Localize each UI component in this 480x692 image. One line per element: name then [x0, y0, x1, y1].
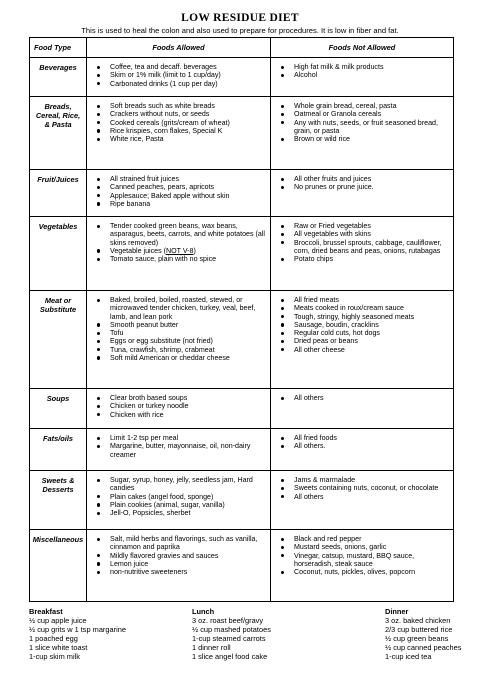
list-item: All fried foods	[280, 434, 450, 442]
list-item: Regular cold cuts, hot dogs	[280, 329, 450, 337]
food-type-cell	[30, 97, 87, 170]
list-item: Broccoli, brussel sprouts, cabbage, cauliflower, corn, dried beans and peas, onions, rutabagas	[280, 239, 450, 256]
meal-item: 1 dinner roll	[192, 643, 231, 652]
list-item: All other cheese	[280, 346, 450, 354]
list-item: All other fruits and juices	[280, 175, 450, 183]
food-type-cell	[30, 291, 87, 389]
table-row-soups	[30, 389, 454, 429]
list-item: Ripe banana	[96, 200, 267, 208]
not-allowed-cell	[271, 389, 454, 429]
table-row-vegetables	[30, 217, 454, 291]
list-item: Sugar, syrup, honey, jelly, seedless jam, Hard candies	[96, 476, 267, 493]
table-row-sweets-desserts	[30, 471, 454, 530]
not-allowed-cell	[271, 97, 454, 170]
allowed-cell	[87, 530, 271, 602]
meal-item: ½ cup mashed potatoes	[192, 625, 271, 634]
meal-heading: Lunch	[192, 607, 215, 616]
food-type-cell	[30, 471, 87, 530]
allowed-cell	[87, 429, 271, 471]
meal-item: 1 poached egg	[29, 634, 78, 643]
list-item: Raw or Fried vegetables	[280, 222, 450, 230]
not-allowed-cell	[271, 170, 454, 217]
meal-item: 3 oz. roast beef/gravy	[192, 616, 264, 625]
list-item: Smooth peanut butter	[96, 321, 267, 329]
table-row-beverages	[30, 58, 454, 97]
list-item: Tomato sauce, plain with no spice	[96, 255, 267, 263]
list-item: Coffee, tea and decaff. beverages	[96, 63, 267, 71]
list-item: Chicken or turkey noodle	[96, 402, 267, 410]
list-item: Clear broth based soups	[96, 394, 267, 402]
food-type-label: Soups	[46, 394, 70, 403]
food-type-cell	[30, 217, 87, 291]
food-type-label: Meat or	[44, 296, 72, 305]
list-item: All others	[280, 394, 450, 402]
list-item: Sweets containing nuts, coconut, or chocolate	[280, 484, 450, 492]
list-item: non-nutritive sweeteners	[96, 568, 267, 576]
food-type-cell	[30, 429, 87, 471]
allowed-cell	[87, 291, 271, 389]
list-item: Salt, mild herbs and flavorings, such as vanilla, cinnamon and paprika	[96, 535, 267, 552]
not-allowed-cell	[271, 530, 454, 602]
list-item: Mildly flavored gravies and sauces	[96, 552, 267, 560]
food-type-cell	[30, 389, 87, 429]
list-item: High fat milk & milk products	[280, 63, 450, 71]
list-item: Plain cookies (animal, sugar, vanilla)	[96, 501, 267, 509]
list-item: Chicken with rice	[96, 411, 267, 419]
list-item: Whole grain bread, cereal, pasta	[280, 102, 450, 110]
list-item: Sausage, boudin, cracklins	[280, 321, 450, 329]
not-allowed-cell	[271, 429, 454, 471]
list-item: Any with nuts, seeds, or fruit seasoned bread, grain, or pasta	[280, 119, 450, 136]
not-v8-underlined: NOT V-8	[166, 246, 194, 255]
food-type-label: & Pasta	[44, 120, 72, 129]
list-item: All others.	[280, 442, 450, 450]
allowed-cell	[87, 389, 271, 429]
list-item: Baked, broiled, boiled, roasted, stewed, or microwaved tender chicken, turkey, veal, beef, lamb, and lean pork	[96, 296, 267, 321]
header-foods-allowed: Foods Allowed	[87, 38, 271, 58]
food-type-label: Substitute	[39, 305, 77, 314]
list-item: Alcohol	[280, 71, 450, 79]
list-item: Tough, stringy, highly seasoned meats	[280, 313, 450, 321]
food-type-cell	[30, 170, 87, 217]
meal-item: 1 slice white toast	[29, 643, 88, 652]
allowed-cell	[87, 97, 271, 170]
list-item: Rice krispies, corn flakes, Special K	[96, 127, 267, 135]
list-item: Canned peaches, pears, apricots	[96, 183, 267, 191]
food-type-label: Fats/oils	[43, 434, 73, 443]
list-item: All strained fruit juices	[96, 175, 267, 183]
food-type-label: Vegetables	[38, 222, 78, 231]
meal-item: 2/3 cup buttered rice	[385, 625, 453, 634]
allowed-cell	[87, 217, 271, 291]
list-item: All vegetables with skins	[280, 230, 450, 238]
food-type-cell	[30, 530, 87, 602]
allowed-cell	[87, 471, 271, 530]
list-item: Limit 1-2 tsp per meal	[96, 434, 267, 442]
not-allowed-cell	[271, 291, 454, 389]
header-foods-not-allowed: Foods Not Allowed	[271, 38, 454, 58]
not-allowed-cell	[271, 58, 454, 97]
list-item: Mustard seeds, onions, garlic	[280, 543, 450, 551]
meal-item: 3 oz. baked chicken	[385, 616, 451, 625]
not-allowed-cell	[271, 217, 454, 291]
list-item: Eggs or egg substitute (not fried)	[96, 337, 267, 345]
not-allowed-cell	[271, 471, 454, 530]
page-title: LOW RESIDUE DIET	[181, 12, 299, 24]
header-food-type: Food Type	[30, 38, 87, 58]
list-item: Tender cooked green beans, wax beans, asparagus, beets, carrots, and white potatoes (all skins removed)	[96, 222, 267, 247]
list-item: Carbonated drinks (1 cup per day)	[96, 80, 267, 88]
list-item: Tuna, crawfish, shrimp, crabmeat	[96, 346, 267, 354]
food-type-label: Breads,	[44, 102, 72, 111]
page-subtitle: This is used to heal the colon and also used to prepare for procedures. It is low in fiber and fat.	[81, 26, 399, 35]
meal-dinner	[385, 607, 461, 661]
food-type-label: Fruit/Juices	[37, 175, 79, 184]
meal-item: ½ cup apple juice	[29, 616, 87, 625]
list-item	[96, 247, 267, 255]
allowed-cell	[87, 58, 271, 97]
list-item: Cooked cereals (grits/cream of wheat)	[96, 119, 267, 127]
meal-breakfast	[29, 607, 126, 661]
food-type-label: Cereal, Rice,	[35, 111, 81, 120]
table-row-miscellaneous	[30, 530, 454, 602]
food-type-label: Desserts	[42, 485, 74, 494]
list-item: Soft breads such as white breads	[96, 102, 267, 110]
meal-item: 1-cup skim milk	[29, 652, 80, 661]
vegetable-juice-close: )	[193, 246, 196, 255]
list-item: No prunes or prune juice.	[280, 183, 450, 191]
meal-item: 1 slice angel food cake	[192, 652, 268, 661]
table-row-meat	[30, 291, 454, 389]
food-type-label: Sweets &	[41, 476, 75, 485]
list-item: Plain cakes (angel food, sponge)	[96, 493, 267, 501]
table-row-fruit-juices	[30, 170, 454, 217]
diet-table	[29, 37, 454, 602]
meal-item: ½ cup green beans	[385, 634, 449, 643]
food-type-cell	[30, 58, 87, 97]
list-item: All others	[280, 493, 450, 501]
list-item: Dried peas or beans	[280, 337, 450, 345]
meal-heading: Breakfast	[29, 607, 63, 616]
list-item: Applesauce; Baked apple without skin	[96, 192, 267, 200]
meal-item: ½ cup grits w 1 tsp margarine	[29, 625, 126, 634]
list-item: Margarine, butter, mayonnaise, oil, non-dairy creamer	[96, 442, 267, 459]
food-type-label: Miscellaneous	[32, 535, 84, 544]
list-item: Brown or wild rice	[280, 135, 450, 143]
list-item: Oatmeal or Granola cereals	[280, 110, 450, 118]
list-item: Crackers without nuts, or seeds	[96, 110, 267, 118]
meal-item: 1-cup iced tea	[385, 652, 432, 661]
list-item: Jams & marmalade	[280, 476, 450, 484]
meal-item: 1-cup steamed carrots	[192, 634, 266, 643]
table-row-breads	[30, 97, 454, 170]
allowed-cell	[87, 170, 271, 217]
vegetable-juice-text: Vegetable juices (	[110, 246, 166, 255]
list-item: Vinegar, catsup, mustard, BBQ sauce, horseradish, steak sauce	[280, 552, 450, 569]
food-type-label: Beverages	[39, 63, 77, 72]
meal-lunch	[192, 607, 271, 661]
table-header-row	[30, 38, 454, 58]
list-item: Soft mild American or cheddar cheese	[96, 354, 267, 362]
list-item: Tofu	[96, 329, 267, 337]
list-item: Skim or 1% milk (limit to 1 cup/day)	[96, 71, 267, 79]
list-item: White rice, Pasta	[96, 135, 267, 143]
table-row-fats-oils	[30, 429, 454, 471]
list-item: Potato chips	[280, 255, 450, 263]
list-item: Coconut, nuts, pickles, olives, popcorn	[280, 568, 450, 576]
list-item: Lemon juice	[96, 560, 267, 568]
meal-heading: Dinner	[385, 607, 409, 616]
list-item: Meats cooked in roux/cream sauce	[280, 304, 450, 312]
list-item: All fried meats	[280, 296, 450, 304]
meal-item: ½ cup canned peaches	[385, 643, 462, 652]
list-item: Black and red pepper	[280, 535, 450, 543]
list-item: Jell-O, Popsicles, sherbet	[96, 509, 267, 517]
